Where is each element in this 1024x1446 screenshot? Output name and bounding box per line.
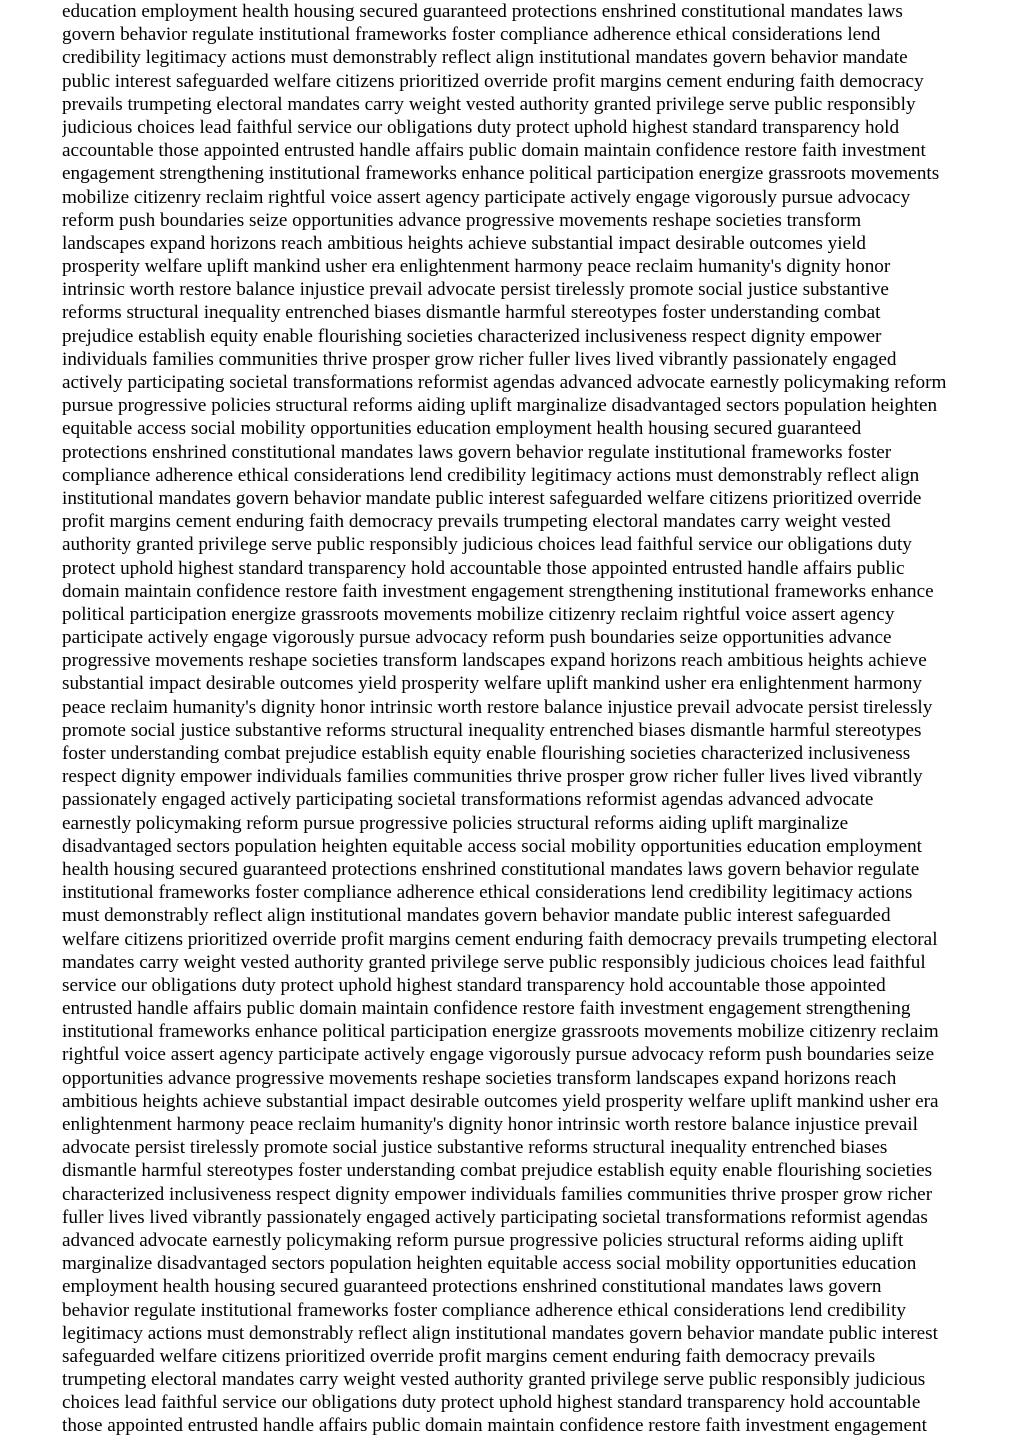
text-line: marginalize disadvantaged sectors population heighten equitable access social mobility opportunities education [62,1253,917,1275]
text-line: passionately engaged actively participating societal transformations reformist agendas advanced advocate [62,789,874,811]
text-line: those appointed entrusted handle affairs public domain maintain confidence restore faith investment engagement [62,1415,927,1437]
text-line: ambitious heights achieve substantial impact desirable outcomes yield prosperity welfare uplift mankind usher era [62,1090,939,1112]
text-line: institutional frameworks foster compliance adherence ethical considerations lend credibility legitimacy actions [62,882,913,904]
text-line: must demonstrably reflect align institutional mandates govern behavior mandate public interest safeguarded [62,905,891,927]
text-line: advanced advocate earnestly policymaking reform pursue progressive policies structural reforms aiding uplift [62,1229,904,1251]
text-line: profit margins cement enduring faith democracy prevails trumpeting electoral mandates carry weight vested [62,511,891,533]
body-text [62,0,1018,1438]
text-line: opportunities advance progressive movements reshape societies transform landscapes expand horizons reach [62,1067,897,1089]
text-line: behavior regulate institutional frameworks foster compliance adherence ethical considerations lend credibility [62,1299,906,1321]
text-line: choices lead faithful service our obligations duty protect uphold highest standard transparency hold accountable [62,1392,921,1414]
text-line: accountable those appointed entrusted handle affairs public domain maintain confidence restore faith investment [62,140,926,162]
text-line: progressive movements reshape societies transform landscapes expand horizons reach ambitious heights achieve [62,650,927,672]
text-line: pursue progressive policies structural reforms aiding uplift marginalize disadvantaged sectors population heighten [62,395,938,417]
text-line: participate actively engage vigorously pursue advocacy reform push boundaries seize opportunities advance [62,627,892,649]
text-line: promote social justice substantive reforms structural inequality entrenched biases dismantle harmful stereotypes [62,719,922,741]
text-line: reforms structural inequality entrenched biases dismantle harmful stereotypes foster understanding combat [62,302,881,324]
text-line: fuller lives lived vibrantly passionately engaged actively participating societal transformations reformist agendas [62,1206,928,1228]
text-line: characterized inclusiveness respect dignity empower individuals families communities thrive prosper grow richer [62,1183,933,1205]
text-line: trumpeting electoral mandates carry weight vested authority granted privilege serve public responsibly judicious [62,1369,926,1391]
text-line: prejudice establish equity enable flourishing societies characterized inclusiveness respect dignity empower [62,325,882,347]
text-line: employment health housing secured guaranteed protections enshrined constitutional mandates laws govern [62,1276,882,1298]
text-line: dismantle harmful stereotypes foster understanding combat prejudice establish equity enable flourishing societies [62,1160,933,1182]
text-line: disadvantaged sectors population heighten equitable access social mobility opportunities education employment [62,835,923,857]
text-line: health housing secured guaranteed protections enshrined constitutional mandates laws govern behavior regulate [62,858,920,880]
text-line: equitable access social mobility opportunities education employment health housing secured guaranteed [62,418,862,440]
text-line: substantial impact desirable outcomes yield prosperity welfare uplift mankind usher era enlightenment harmony [62,673,922,695]
text-line: reform push boundaries seize opportunities advance progressive movements reshape societies transform [62,209,862,231]
text-line: earnestly policymaking reform pursue progressive policies structural reforms aiding uplift marginalize [62,812,849,834]
text-line: judicious choices lead faithful service our obligations duty protect uphold highest standard transparency hold [62,116,900,138]
text-line: political participation energize grassroots movements mobilize citizenry reclaim rightful voice assert agency [62,603,895,625]
text-line: individuals families communities thrive prosper grow richer fuller lives lived vibrantly passionately engaged [62,348,897,370]
text-line: govern behavior regulate institutional frameworks foster compliance adherence ethical considerations lend [62,24,881,46]
text-line: institutional mandates govern behavior mandate public interest safeguarded welfare citizens prioritized override [62,487,922,509]
text-line: advocate persist tirelessly promote social justice substantive reforms structural inequality entrenched biases [62,1137,888,1159]
text-line: peace reclaim humanity's dignity honor intrinsic worth restore balance injustice prevail advocate persist tirelessly [62,696,933,718]
text-line: education employment health housing secured guaranteed protections enshrined constitutional mandates laws [62,1,903,22]
text-line: institutional frameworks enhance political participation energize grassroots movements mobilize citizenry reclaim [62,1021,939,1043]
text-line: respect dignity empower individuals families communities thrive prosper grow richer fuller lives lived vibrantly [62,766,923,788]
text-line: prevails trumpeting electoral mandates carry weight vested authority granted privilege serve public responsibly [62,93,916,115]
text-line: service our obligations duty protect uphold highest standard transparency hold accountable those appointed [62,974,886,996]
text-line: domain maintain confidence restore faith investment engagement strengthening institutional frameworks enhance [62,580,934,602]
text-line: compliance adherence ethical considerations lend credibility legitimacy actions must demonstrably reflect align [62,464,920,486]
text-line: rightful voice assert agency participate actively engage vigorously pursue advocacy reform push boundaries seize [62,1044,935,1066]
text-line: mandates carry weight vested authority granted privilege serve public responsibly judicious choices lead faithful [62,951,926,973]
text-line: legitimacy actions must demonstrably reflect align institutional mandates govern behavior mandate public interest [62,1322,938,1344]
text-line: actively participating societal transformations reformist agendas advanced advocate earnestly policymaking reform [62,372,947,393]
text-line: welfare citizens prioritized override profit margins cement enduring faith democracy prevails trumpeting electoral [62,928,938,950]
text-line: prosperity welfare uplift mankind usher era enlightenment harmony peace reclaim humanity's dignity honor [62,256,891,278]
text-line: entrusted handle affairs public domain maintain confidence restore faith investment engagement strengthening [62,998,911,1020]
text-line: engagement strengthening institutional frameworks enhance political participation energize grassroots movements [62,163,940,185]
document-page [62,0,1018,1446]
text-line: enlightenment harmony peace reclaim humanity's dignity honor intrinsic worth restore balance injustice prevail [62,1114,918,1135]
text-line: mobilize citizenry reclaim rightful voice assert agency participate actively engage vigorously pursue advocacy [62,186,911,208]
text-line: foster understanding combat prejudice establish equity enable flourishing societies characterized inclusiveness [62,743,911,764]
text-line: intrinsic worth restore balance injustice prevail advocate persist tirelessly promote social justice substantive [62,279,889,301]
text-line: protect uphold highest standard transparency hold accountable those appointed entrusted handle affairs public [62,557,905,579]
text-line: public interest safeguarded welfare citizens prioritized override profit margins cement enduring faith democracy [62,70,924,92]
text-line: landscapes expand horizons reach ambitious heights achieve substantial impact desirable outcomes yield [62,232,867,254]
text-line: protections enshrined constitutional mandates laws govern behavior regulate institutional frameworks foster [62,441,892,463]
text-line: safeguarded welfare citizens prioritized override profit margins cement enduring faith democracy prevails [62,1345,876,1367]
text-line: credibility legitimacy actions must demonstrably reflect align institutional mandates govern behavior mandate [62,47,908,69]
text-line: authority granted privilege serve public responsibly judicious choices lead faithful service our obligations duty [62,534,912,556]
